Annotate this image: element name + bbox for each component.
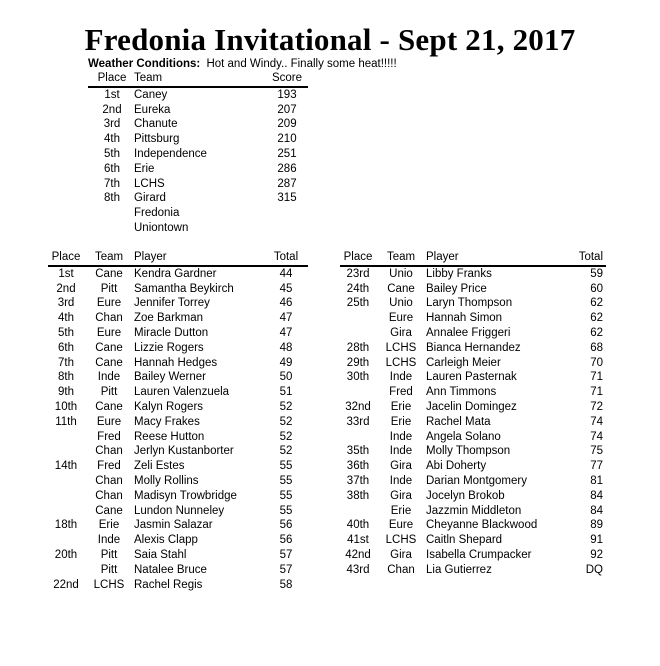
weather-conditions bbox=[88, 58, 397, 70]
player-place: 20th bbox=[54, 548, 78, 561]
player-row bbox=[48, 400, 308, 415]
player-name: Hannah Hedges bbox=[134, 356, 218, 369]
player-row bbox=[340, 341, 606, 356]
player-name: Madisyn Trowbridge bbox=[134, 489, 237, 502]
player-team: Gira bbox=[390, 460, 412, 473]
player-name: Laryn Thompson bbox=[426, 297, 513, 310]
player-row bbox=[340, 282, 606, 297]
player-place: 18th bbox=[54, 519, 78, 532]
player-row bbox=[340, 504, 606, 519]
player-total: 84 bbox=[590, 489, 603, 502]
player-name: Samantha Beykirch bbox=[134, 282, 234, 295]
individual-results-right bbox=[340, 250, 606, 578]
player-total: 52 bbox=[279, 415, 293, 428]
player-total: 55 bbox=[279, 460, 293, 473]
header-player: Player bbox=[426, 251, 459, 263]
player-total: 92 bbox=[590, 548, 603, 561]
team-results-header bbox=[88, 71, 308, 88]
player-row bbox=[48, 518, 308, 533]
player-name: Lizzie Rogers bbox=[134, 341, 204, 354]
player-place: 4th bbox=[58, 312, 74, 325]
player-team: Erie bbox=[390, 415, 412, 428]
player-row bbox=[340, 518, 606, 533]
player-total: 91 bbox=[590, 534, 603, 547]
player-team: Eure bbox=[388, 312, 414, 325]
player-row bbox=[340, 444, 606, 459]
player-total: 50 bbox=[279, 371, 293, 384]
player-place: 33rd bbox=[346, 415, 370, 428]
player-total: 51 bbox=[279, 386, 293, 399]
team-row bbox=[88, 103, 308, 118]
player-team: Cane bbox=[387, 282, 415, 295]
player-team: Erie bbox=[390, 504, 412, 517]
player-team: LCHS bbox=[385, 356, 417, 369]
player-place: 28th bbox=[346, 341, 370, 354]
player-name: Cheyanne Blackwood bbox=[426, 519, 538, 532]
player-total: 56 bbox=[279, 519, 293, 532]
header-player: Player bbox=[134, 251, 167, 263]
team-name: LCHS bbox=[134, 177, 165, 190]
player-place: 3rd bbox=[57, 297, 75, 310]
player-place: 6th bbox=[58, 341, 74, 354]
team-row bbox=[88, 191, 308, 206]
team-name: Fredonia bbox=[134, 207, 180, 220]
player-row bbox=[48, 356, 308, 371]
player-row bbox=[340, 533, 606, 548]
player-row bbox=[340, 563, 606, 578]
player-total: 47 bbox=[279, 326, 293, 339]
team-name: Caney bbox=[134, 88, 168, 101]
player-total: 84 bbox=[590, 504, 603, 517]
player-place: 40th bbox=[346, 519, 370, 532]
team-place: 2nd bbox=[102, 103, 122, 116]
player-place: 5th bbox=[58, 326, 74, 339]
player-row bbox=[48, 430, 308, 445]
player-place: 23rd bbox=[346, 267, 370, 280]
player-row bbox=[340, 489, 606, 504]
player-name: Natalee Bruce bbox=[134, 563, 207, 576]
player-row bbox=[340, 267, 606, 282]
team-place: 8th bbox=[104, 192, 120, 205]
player-row bbox=[48, 370, 308, 385]
player-row bbox=[340, 548, 606, 563]
player-team: Inde bbox=[389, 371, 413, 384]
player-name: Ann Timmons bbox=[426, 386, 497, 399]
player-place: 24th bbox=[346, 282, 370, 295]
player-name: Molly Rollins bbox=[134, 474, 199, 487]
team-name: Pittsburg bbox=[134, 133, 180, 146]
player-row bbox=[48, 296, 308, 311]
player-total: 74 bbox=[590, 415, 603, 428]
player-name: Zeli Estes bbox=[134, 460, 185, 473]
player-place: 43rd bbox=[346, 563, 370, 576]
player-team: Pitt bbox=[100, 548, 118, 561]
player-total: 71 bbox=[590, 386, 603, 399]
player-team: Pitt bbox=[100, 282, 118, 295]
header-team: Team bbox=[94, 251, 124, 263]
individual-rows-right bbox=[340, 267, 606, 578]
team-score: 315 bbox=[277, 192, 297, 205]
player-team: Cane bbox=[95, 267, 123, 280]
player-team: Cane bbox=[95, 400, 123, 413]
player-team: Erie bbox=[98, 519, 120, 532]
header-team: Team bbox=[386, 251, 416, 263]
player-row bbox=[48, 311, 308, 326]
player-place: 38th bbox=[346, 489, 370, 502]
team-name: Erie bbox=[134, 162, 155, 175]
player-total: 45 bbox=[279, 282, 293, 295]
player-name: Saia Stahl bbox=[134, 548, 187, 561]
player-team: Erie bbox=[390, 400, 412, 413]
team-name: Eureka bbox=[134, 103, 171, 116]
player-name: Reese Hutton bbox=[134, 430, 205, 443]
player-team: Unio bbox=[389, 297, 413, 310]
player-total: 44 bbox=[279, 267, 293, 280]
player-team: Eure bbox=[388, 519, 414, 532]
header-total: Total bbox=[273, 251, 299, 263]
player-total: 55 bbox=[279, 504, 293, 517]
player-total: 81 bbox=[590, 474, 603, 487]
player-name: Alexis Clapp bbox=[134, 534, 198, 547]
team-row bbox=[88, 206, 308, 221]
team-score: 287 bbox=[277, 177, 297, 190]
player-total: 52 bbox=[279, 430, 293, 443]
player-total: 72 bbox=[590, 400, 603, 413]
team-place: 3rd bbox=[103, 118, 121, 131]
player-row bbox=[340, 459, 606, 474]
player-total: 89 bbox=[590, 519, 603, 532]
player-team: LCHS bbox=[93, 578, 125, 591]
player-place: 25th bbox=[346, 297, 370, 310]
team-place: 5th bbox=[104, 147, 120, 160]
team-row bbox=[88, 117, 308, 132]
team-score: 251 bbox=[277, 147, 297, 160]
player-row bbox=[340, 415, 606, 430]
player-row bbox=[340, 400, 606, 415]
individual-rows-left bbox=[48, 267, 308, 593]
player-row bbox=[340, 326, 606, 341]
player-team: Fred bbox=[97, 460, 121, 473]
player-place: 30th bbox=[346, 371, 370, 384]
player-place: 1st bbox=[58, 267, 74, 280]
player-team: Gira bbox=[390, 548, 412, 561]
header-place: Place bbox=[97, 72, 127, 84]
team-name: Girard bbox=[134, 192, 166, 205]
player-total: 68 bbox=[590, 341, 603, 354]
player-place: 22nd bbox=[53, 578, 79, 591]
player-total: 74 bbox=[590, 430, 603, 443]
individual-header-right bbox=[340, 250, 606, 267]
player-team: Gira bbox=[390, 489, 412, 502]
player-row bbox=[48, 341, 308, 356]
weather-text: Hot and Windy.. Finally some heat!!!!! bbox=[206, 58, 397, 70]
player-team: Chan bbox=[95, 474, 123, 487]
player-row bbox=[340, 430, 606, 445]
player-name: Libby Franks bbox=[426, 267, 492, 280]
individual-header-left bbox=[48, 250, 308, 267]
player-name: Jennifer Torrey bbox=[134, 297, 210, 310]
team-row bbox=[88, 147, 308, 162]
player-name: Jasmin Salazar bbox=[134, 519, 213, 532]
player-name: Bailey Werner bbox=[134, 371, 207, 384]
player-name: Lia Gutierrez bbox=[426, 563, 492, 576]
team-row bbox=[88, 88, 308, 103]
player-place: 8th bbox=[58, 371, 74, 384]
team-row bbox=[88, 177, 308, 192]
team-results-rows bbox=[88, 88, 308, 236]
player-name: Lauren Pasternak bbox=[426, 371, 517, 384]
player-place: 14th bbox=[54, 460, 78, 473]
team-name: Chanute bbox=[134, 118, 178, 131]
player-name: Bailey Price bbox=[426, 282, 487, 295]
team-name: Uniontown bbox=[134, 221, 189, 234]
player-name: Jerlyn Kustanborter bbox=[134, 445, 234, 458]
player-place: 10th bbox=[54, 400, 78, 413]
player-name: Macy Frakes bbox=[134, 415, 200, 428]
player-team: Chan bbox=[95, 445, 123, 458]
team-row bbox=[88, 162, 308, 177]
player-team: Inde bbox=[389, 430, 413, 443]
player-place: 7th bbox=[58, 356, 74, 369]
player-total: DQ bbox=[585, 563, 603, 576]
team-score: 193 bbox=[277, 88, 297, 101]
player-team: Eure bbox=[96, 297, 122, 310]
player-team: Chan bbox=[387, 563, 415, 576]
team-score: 286 bbox=[277, 162, 297, 175]
player-name: Annalee Friggeri bbox=[426, 326, 511, 339]
player-total: 57 bbox=[279, 548, 293, 561]
header-total: Total bbox=[578, 251, 603, 263]
header-score: Score bbox=[271, 72, 303, 84]
player-row bbox=[48, 474, 308, 489]
team-place: 6th bbox=[104, 162, 120, 175]
player-name: Kendra Gardner bbox=[134, 267, 217, 280]
player-total: 75 bbox=[590, 445, 603, 458]
player-name: Darian Montgomery bbox=[426, 474, 527, 487]
team-score: 209 bbox=[277, 118, 297, 131]
player-row bbox=[48, 548, 308, 563]
player-place: 37th bbox=[346, 474, 370, 487]
player-team: Cane bbox=[95, 504, 123, 517]
player-row bbox=[48, 563, 308, 578]
header-place: Place bbox=[51, 251, 81, 263]
player-total: 46 bbox=[279, 297, 293, 310]
player-row bbox=[340, 311, 606, 326]
player-name: Zoe Barkman bbox=[134, 312, 204, 325]
player-name: Jazzmin Middleton bbox=[426, 504, 522, 517]
player-name: Jocelyn Brokob bbox=[426, 489, 505, 502]
player-place: 35th bbox=[346, 445, 370, 458]
player-team: Pitt bbox=[100, 563, 118, 576]
team-row bbox=[88, 221, 308, 236]
player-name: Jacelin Domingez bbox=[426, 400, 517, 413]
page-title: Fredonia Invitational - Sept 21, 2017 bbox=[84, 22, 576, 57]
player-team: Inde bbox=[97, 534, 121, 547]
player-total: 52 bbox=[279, 400, 293, 413]
player-row bbox=[340, 296, 606, 311]
player-row bbox=[48, 444, 308, 459]
player-name: Rachel Regis bbox=[134, 578, 203, 591]
player-row bbox=[340, 474, 606, 489]
player-place: 36th bbox=[346, 460, 370, 473]
weather-label: Weather Conditions: bbox=[88, 58, 201, 70]
player-place: 32nd bbox=[345, 400, 371, 413]
player-team: Cane bbox=[95, 341, 123, 354]
team-row bbox=[88, 132, 308, 147]
player-total: 60 bbox=[590, 282, 603, 295]
player-row bbox=[340, 385, 606, 400]
player-row bbox=[48, 459, 308, 474]
player-total: 48 bbox=[279, 341, 293, 354]
player-team: LCHS bbox=[385, 534, 417, 547]
player-name: Isabella Crumpacker bbox=[426, 548, 532, 561]
player-name: Abi Doherty bbox=[426, 460, 487, 473]
player-name: Carleigh Meier bbox=[426, 356, 501, 369]
team-place: 7th bbox=[104, 177, 120, 190]
player-total: 56 bbox=[279, 534, 293, 547]
player-team: Inde bbox=[97, 371, 121, 384]
player-name: Angela Solano bbox=[426, 430, 501, 443]
player-row bbox=[48, 267, 308, 282]
player-row bbox=[340, 370, 606, 385]
player-team: Fred bbox=[389, 386, 413, 399]
team-name: Independence bbox=[134, 147, 207, 160]
player-total: 57 bbox=[279, 563, 293, 576]
player-total: 58 bbox=[279, 578, 293, 591]
player-row bbox=[48, 533, 308, 548]
player-row bbox=[48, 385, 308, 400]
player-total: 62 bbox=[590, 326, 603, 339]
player-name: Miracle Dutton bbox=[134, 326, 209, 339]
player-total: 62 bbox=[590, 297, 603, 310]
player-name: Hannah Simon bbox=[426, 312, 503, 325]
player-row bbox=[340, 356, 606, 371]
header-team: Team bbox=[134, 72, 163, 84]
player-total: 62 bbox=[590, 312, 603, 325]
team-score: 210 bbox=[277, 133, 297, 146]
player-team: Cane bbox=[95, 356, 123, 369]
team-place: 4th bbox=[104, 133, 120, 146]
player-total: 71 bbox=[590, 371, 603, 384]
team-results-table bbox=[88, 71, 308, 236]
player-total: 55 bbox=[279, 474, 293, 487]
player-team: Eure bbox=[96, 415, 122, 428]
player-name: Molly Thompson bbox=[426, 445, 511, 458]
player-team: LCHS bbox=[385, 341, 417, 354]
player-total: 47 bbox=[279, 312, 293, 325]
player-row bbox=[48, 282, 308, 297]
player-row bbox=[48, 504, 308, 519]
player-place: 29th bbox=[346, 356, 370, 369]
player-name: Lundon Nunneley bbox=[134, 504, 225, 517]
player-total: 70 bbox=[590, 356, 603, 369]
individual-results-left bbox=[48, 250, 308, 592]
player-name: Lauren Valenzuela bbox=[134, 386, 230, 399]
team-score: 207 bbox=[277, 103, 297, 116]
player-row bbox=[48, 326, 308, 341]
player-row bbox=[48, 489, 308, 504]
player-name: Bianca Hernandez bbox=[426, 341, 521, 354]
player-place: 42nd bbox=[345, 548, 371, 561]
team-place: 1st bbox=[104, 88, 120, 101]
player-total: 55 bbox=[279, 489, 293, 502]
player-row bbox=[48, 578, 308, 593]
player-name: Rachel Mata bbox=[426, 415, 491, 428]
player-place: 11th bbox=[55, 415, 77, 428]
player-team: Pitt bbox=[100, 386, 118, 399]
player-name: Kalyn Rogers bbox=[134, 400, 204, 413]
player-team: Inde bbox=[389, 474, 413, 487]
player-team: Chan bbox=[95, 489, 123, 502]
player-team: Unio bbox=[389, 267, 413, 280]
player-total: 52 bbox=[279, 445, 293, 458]
player-row bbox=[48, 415, 308, 430]
player-place: 41st bbox=[347, 534, 369, 547]
player-name: Caitln Shepard bbox=[426, 534, 503, 547]
player-team: Chan bbox=[95, 312, 123, 325]
player-total: 59 bbox=[590, 267, 603, 280]
player-team: Eure bbox=[96, 326, 122, 339]
player-place: 9th bbox=[58, 386, 74, 399]
player-total: 77 bbox=[590, 460, 603, 473]
header-place: Place bbox=[343, 251, 373, 263]
player-team: Fred bbox=[97, 430, 121, 443]
player-team: Inde bbox=[389, 445, 413, 458]
player-team: Gira bbox=[390, 326, 412, 339]
player-total: 49 bbox=[279, 356, 293, 369]
player-place: 2nd bbox=[56, 282, 76, 295]
